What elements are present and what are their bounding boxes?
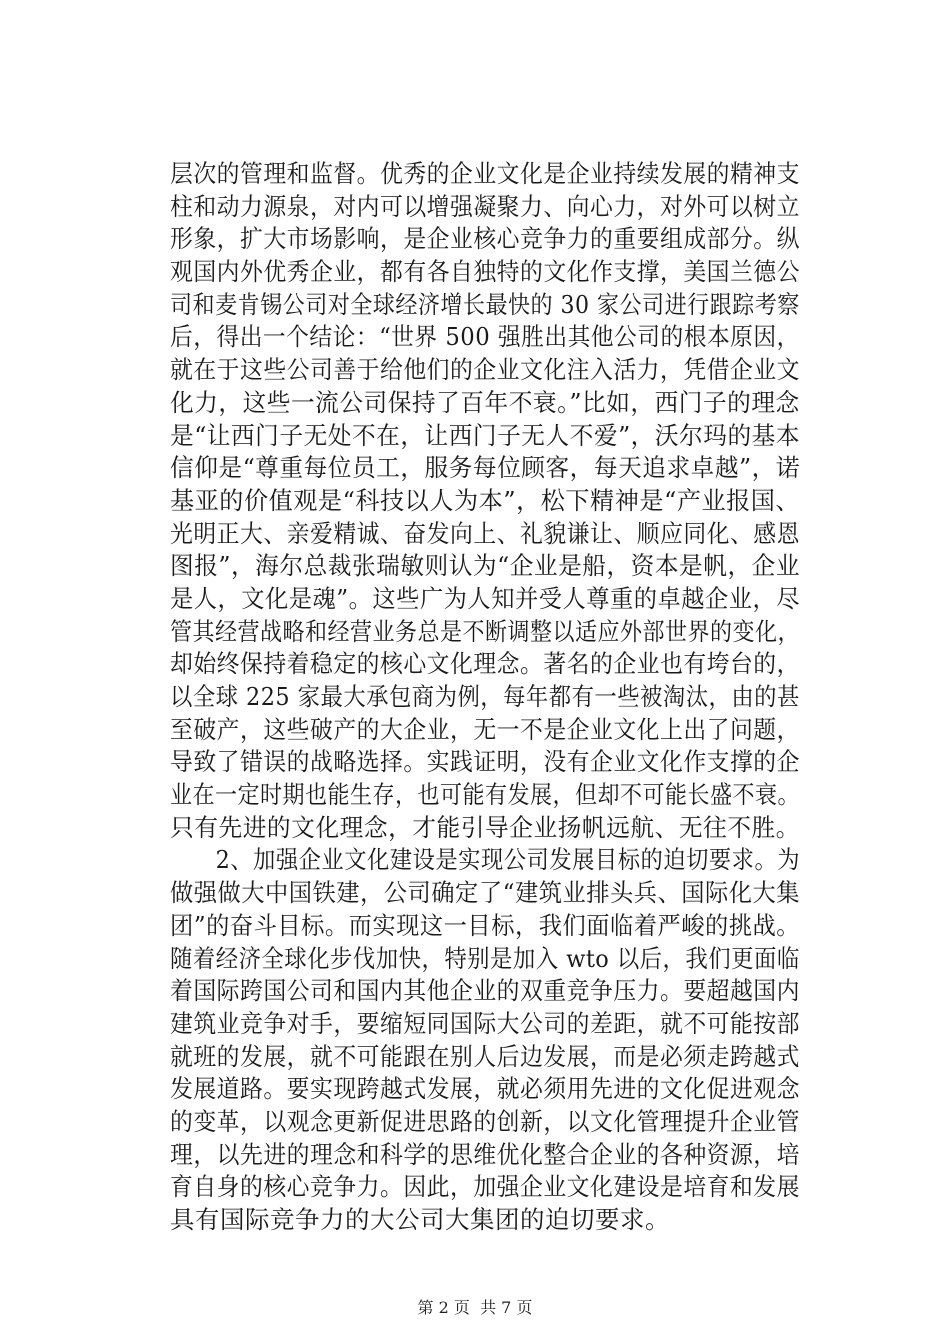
text-line: 基亚的价值观是“科技以人为本”，松下精神是“产业报国、 [170,485,801,515]
text-line: 却始终保持着稳定的核心文化理念。著名的企业也有垮台的， [170,649,800,679]
text-line: 信仰是“尊重每位员工，服务每位顾客，每天追求卓越”，诺 [170,453,801,483]
text-line: 建筑业竞争对手，要缩短同国际大公司的差距，就不可能按部 [170,1008,800,1038]
page-footer [0,1298,950,1318]
text-line: 理，以先进的理念和科学的思维优化整合企业的各种资源，培 [170,1139,800,1169]
text-line: 化力，这些一流公司保持了百年不衰。”比如，西门子的理念 [170,387,800,417]
text-line: 做强做大中国铁建，公司确定了“建筑业排头兵、国际化大集 [170,878,801,908]
text-line: 光明正大、亲爱精诚、奋发向上、礼貌谦让、顺应同化、感恩 [170,518,800,548]
text-line: 发展道路。要实现跨越式发展，就必须用先进的文化促进观念 [170,1074,800,1104]
text-line: 图报”，海尔总裁张瑞敏则认为“企业是船，资本是帆，企业 [170,551,801,581]
text-line: 观国内外优秀企业，都有各自独特的文化作支撑，美国兰德公 [170,257,800,287]
text-line: 至破产，这些破产的大企业，无一不是企业文化上出了问题， [170,714,800,744]
text-line: 是人，文化是魂”。这些广为人知并受人尊重的卓越企业，尽 [170,583,801,613]
text-line: 着国际跨国公司和国内其他企业的双重竞争压力。要超越国内 [170,976,800,1006]
text-line: 的变革，以观念更新促进思路的创新，以文化管理提升企业管 [170,1106,800,1136]
text-line: 是“让西门子无处不在，让西门子无人不爱”，沃尔玛的基本 [170,420,801,450]
text-line: 就在于这些公司善于给他们的企业文化注入活力，凭借企业文 [170,355,800,385]
text-line: 司和麦肯锡公司对全球经济增长最快的 30 家公司进行跟踪考察 [170,289,800,319]
text-line: 柱和动力源泉，对内可以增强凝聚力、向心力，对外可以树立 [170,191,800,221]
text-line: 后，得出一个结论：“世界 500 强胜出其他公司的根本原因， [170,322,800,352]
page-number: 第 2 页 共 7 页 [417,1298,533,1317]
text-line: 管其经营战略和经营业务总是不断调整以适应外部世界的变化， [170,616,800,646]
text-line: 随着经济全球化步伐加快，特别是加入 wto 以后，我们更面临 [170,943,800,973]
text-line: 只有先进的文化理念，才能引导企业扬帆远航、无往不胜。 [170,812,800,842]
text-line: 团”的奋斗目标。而实现这一目标，我们面临着严峻的挑战。 [170,910,801,940]
text-line: 就班的发展，就不可能跟在别人后边发展，而是必须走跨越式 [170,1041,800,1071]
text-line: 导致了错误的战略选择。实践证明，没有企业文化作支撑的企 [170,747,800,777]
paragraph-2-start: 2、加强企业文化建设是实现公司发展目标的迫切要求。为 [170,845,801,875]
text-line: 层次的管理和监督。优秀的企业文化是企业持续发展的精神支 [170,159,800,188]
text-line: 育自身的核心竞争力。因此，加强企业文化建设是培育和发展 [170,1172,800,1202]
text-line: 形象，扩大市场影响，是企业核心竞争力的重要组成部分。纵 [170,224,800,254]
text-line: 具有国际竞争力的大公司大集团的迫切要求。 [170,1205,670,1234]
text-line: 业在一定时期也能生存，也可能有发展，但却不可能长盛不衰。 [170,780,800,810]
text-line: 以全球 225 家最大承包商为例，每年都有一些被淘汰，由的甚 [170,682,800,711]
body-text [170,158,800,1237]
